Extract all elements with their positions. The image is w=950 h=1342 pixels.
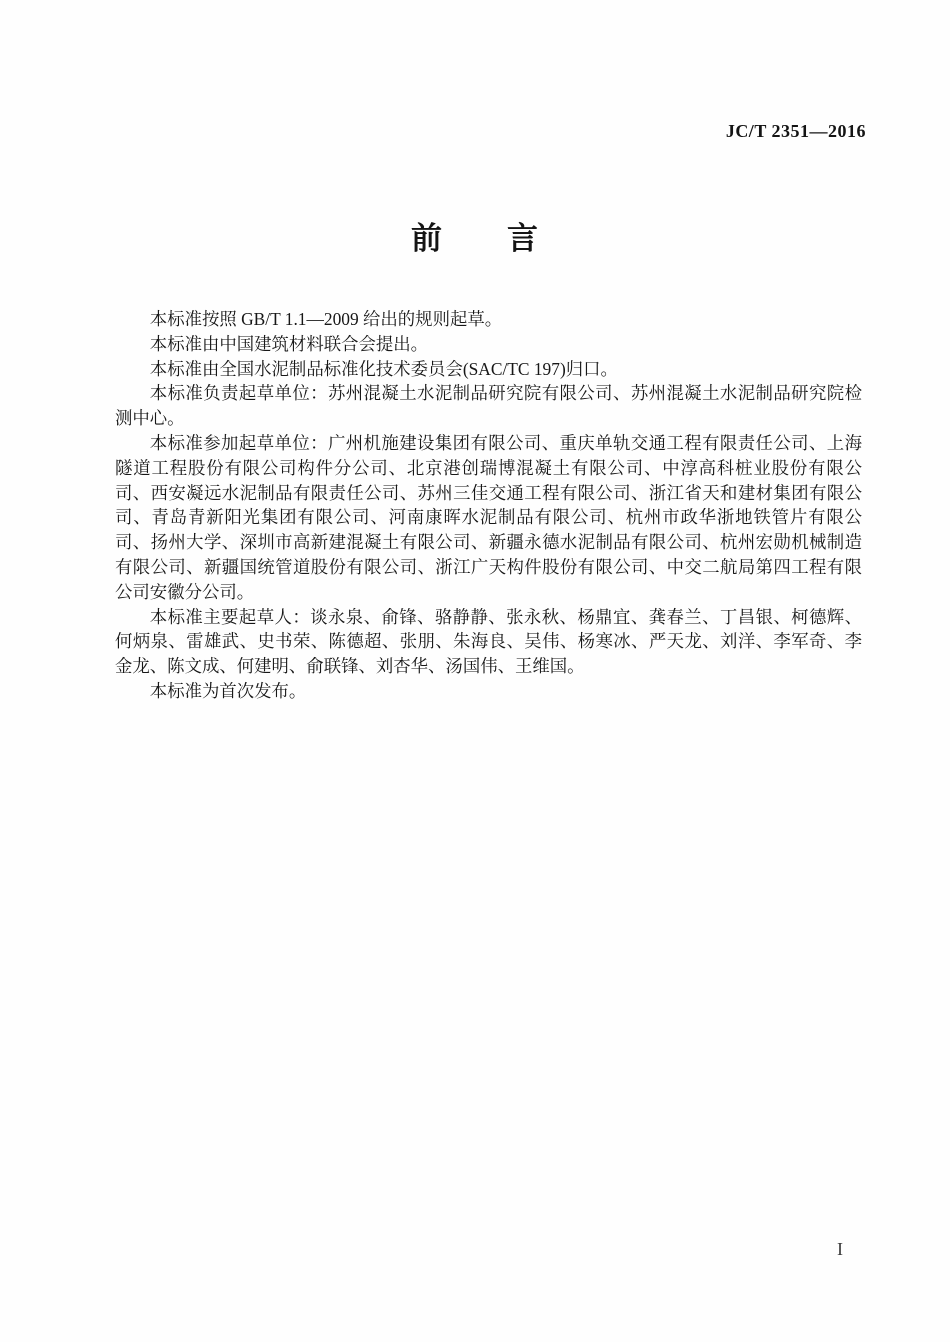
page-number: I — [837, 1239, 843, 1259]
foreword-body — [115, 307, 862, 704]
foreword-title: 前 言 — [411, 221, 539, 257]
paragraph: 本标准由全国水泥制品标准化技术委员会(SAC/TC 197)归口。 — [149, 358, 618, 379]
paragraph: 本标准主要起草人：谈永泉、俞锋、骆静静、张永秋、杨鼎宜、龚春兰、丁昌银、柯德辉、何炳泉、雷雄武、史书荣、陈德超、张朋、朱海良、吴伟、杨寒冰、严天龙、刘洋、李军奇、李金龙、陈文成、何建明、俞联锋、刘杏华、汤国伟、王维国。 — [115, 606, 862, 677]
paragraph: 本标准按照 GB/T 1.1—2009 给出的规则起草。 — [149, 309, 503, 329]
standard-code: JC/T 2351—2016 — [725, 121, 866, 141]
paragraph: 本标准由中国建筑材料联合会提出。 — [149, 333, 429, 354]
paragraph: 本标准为首次发布。 — [149, 680, 307, 701]
paragraph: 本标准参加起草单位：广州机施建设集团有限公司、重庆单轨交通工程有限责任公司、上海隧道工程股份有限公司构件分公司、北京港创瑞博混凝土有限公司、中淳高科桩业股份有限公司、西安凝远水泥制品有限责任公司、苏州三佳交通工程有限公司、浙江省天和建材集团有限公司、青岛青新阳光集团有限公司、河南康晖水泥制品有限公司、杭州市政华浙地铁管片有限公司、扬州大学、深圳市高新建混凝土有限公司、新疆永德水泥制品有限公司、杭州宏勋机械制造有限公司、新疆国统管道股份有限公司、浙江广天构件股份有限公司、中交二航局第四工程有限公司安徽分公司。 — [115, 432, 862, 602]
paragraph: 本标准负责起草单位：苏州混凝土水泥制品研究院有限公司、苏州混凝土水泥制品研究院检测中心。 — [115, 383, 862, 429]
